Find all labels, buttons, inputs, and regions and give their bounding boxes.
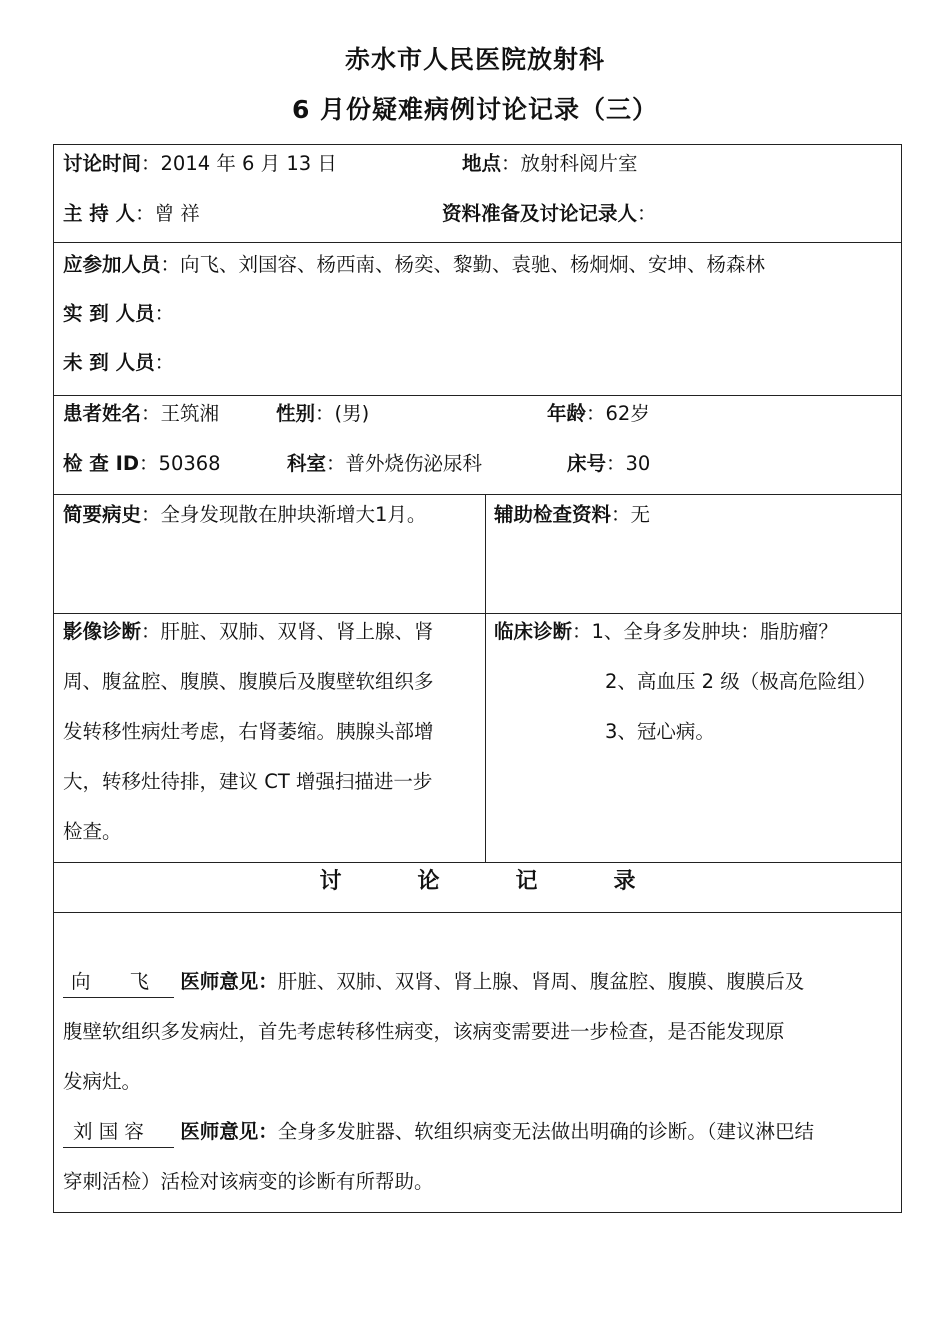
doctor-1-name: 向 飞 <box>63 967 174 998</box>
actual-attendees <box>63 300 174 328</box>
absent-label: 未 到 人员 <box>63 351 155 374</box>
record-table <box>53 144 902 1213</box>
actual-value: ： <box>154 302 175 325</box>
aux-value: ：无 <box>611 503 651 526</box>
time-label: 讨论时间 <box>63 152 142 175</box>
place-value: ：放射科阅片室 <box>501 152 638 175</box>
divider-attendance <box>54 395 901 396</box>
opinion-label-1: 医师意见： <box>180 970 278 993</box>
meeting-recorder <box>442 200 657 228</box>
host-label: 主 持 人 <box>63 202 136 225</box>
doctor-1-line-1: 肝脏、双肺、双肾、肾上腺、肾周、腹盆腔、腹膜、腹膜后及 <box>277 970 805 993</box>
time-value: ：2014 年 6 月 13 日 <box>141 152 337 175</box>
divider-patient <box>54 494 901 495</box>
sex-label: 性别 <box>276 402 316 425</box>
column-divider <box>485 494 486 862</box>
divider-discussion-heading <box>54 912 901 913</box>
expected-attendees <box>63 251 765 279</box>
imaging-line-3: 发转移性病灶考虑，右肾萎缩。胰腺头部增 <box>63 720 434 743</box>
doctor-opinion-1 <box>63 957 895 1107</box>
exam-id-value: ：50368 <box>139 452 221 475</box>
host-value: ：曾 祥 <box>135 202 200 225</box>
hospital-title: 赤水市人民医院放射科 <box>344 45 605 74</box>
sex-value: ：(男) <box>315 402 370 425</box>
patient-name-label: 患者姓名 <box>63 402 142 425</box>
bed-number <box>567 450 650 478</box>
place-label: 地点 <box>462 152 502 175</box>
bed-value: ：30 <box>606 452 651 475</box>
clinical-item-1: ：1、全身多发肿块：脂肪瘤？ <box>572 620 838 643</box>
age-label: 年龄 <box>547 402 587 425</box>
patient-age <box>547 400 650 428</box>
clinical-label: 临床诊断 <box>494 620 573 643</box>
opinion-label-2: 医师意见： <box>180 1120 278 1143</box>
brief-history <box>63 501 426 529</box>
meeting-place <box>462 150 638 178</box>
clinical-diagnosis <box>494 607 899 757</box>
imaging-line-5: 检查。 <box>63 820 122 843</box>
aux-label: 辅助检查资料 <box>494 503 612 526</box>
heading-char-3: 记 <box>515 869 538 894</box>
recorder-label: 资料准备及讨论记录人 <box>442 202 638 225</box>
heading-char-2: 论 <box>417 869 440 894</box>
department <box>287 450 482 478</box>
meeting-host <box>63 200 200 228</box>
doctor-2-name: 刘 国 容 <box>63 1117 174 1148</box>
record-title: 6 月份疑难病例讨论记录（三） <box>291 95 659 124</box>
imaging-line-4: 大，转移灶待排，建议 CT 增强扫描进一步 <box>63 770 433 793</box>
imaging-diagnosis <box>63 607 483 857</box>
absent-value: ： <box>154 351 175 374</box>
patient-name-value: ：王筑湘 <box>141 402 220 425</box>
imaging-line-1: ：肝脏、双肺、双肾、肾上腺、肾 <box>141 620 434 643</box>
absent-attendees <box>63 349 174 377</box>
imaging-label: 影像诊断 <box>63 620 142 643</box>
doctor-opinion-2 <box>63 1107 895 1207</box>
clinical-item-3: 3、冠心病。 <box>605 720 715 743</box>
clinical-item-2: 2、高血压 2 级（极高危险组） <box>605 670 877 693</box>
doctor-1-line-3: 发病灶。 <box>63 1070 142 1093</box>
patient-name <box>63 400 219 428</box>
doctor-2-line-1: 全身多发脏器、软组织病变无法做出明确的诊断。（建议淋巴结 <box>277 1120 814 1143</box>
patient-sex <box>276 400 369 428</box>
divider-meeting <box>54 242 901 243</box>
doctor-1-line-2: 腹壁软组织多发病灶，首先考虑转移性病变，该病变需要进一步检查，是否能发现原 <box>63 1020 785 1043</box>
exam-id <box>63 450 221 478</box>
aux-exam <box>494 501 650 529</box>
expected-value: ：向飞、刘国容、杨西南、杨奕、黎勤、袁驰、杨炯炯、安坤、杨森林 <box>160 253 766 276</box>
bed-label: 床号 <box>567 452 607 475</box>
dept-value: ：普外烧伤泌尿科 <box>326 452 483 475</box>
meeting-time <box>63 150 337 178</box>
imaging-line-2: 周、腹盆腔、腹膜、腹膜后及腹壁软组织多 <box>63 670 434 693</box>
exam-id-label: 检 查 ID <box>63 452 140 475</box>
dept-label: 科室 <box>287 452 327 475</box>
heading-char-1: 讨 <box>319 869 342 894</box>
actual-label: 实 到 人员 <box>63 302 155 325</box>
divider-diagnosis <box>54 862 901 863</box>
history-value: ：全身发现散在肿块渐增大1月。 <box>141 503 427 526</box>
discussion-heading <box>54 864 901 895</box>
recorder-value: ： <box>637 202 657 225</box>
heading-char-4: 录 <box>613 869 636 894</box>
history-label: 简要病史 <box>63 503 142 526</box>
doctor-2-line-2: 穿刺活检）活检对该病变的诊断有所帮助。 <box>63 1170 434 1193</box>
expected-label: 应参加人员 <box>63 253 161 276</box>
age-value: ：62岁 <box>586 402 650 425</box>
